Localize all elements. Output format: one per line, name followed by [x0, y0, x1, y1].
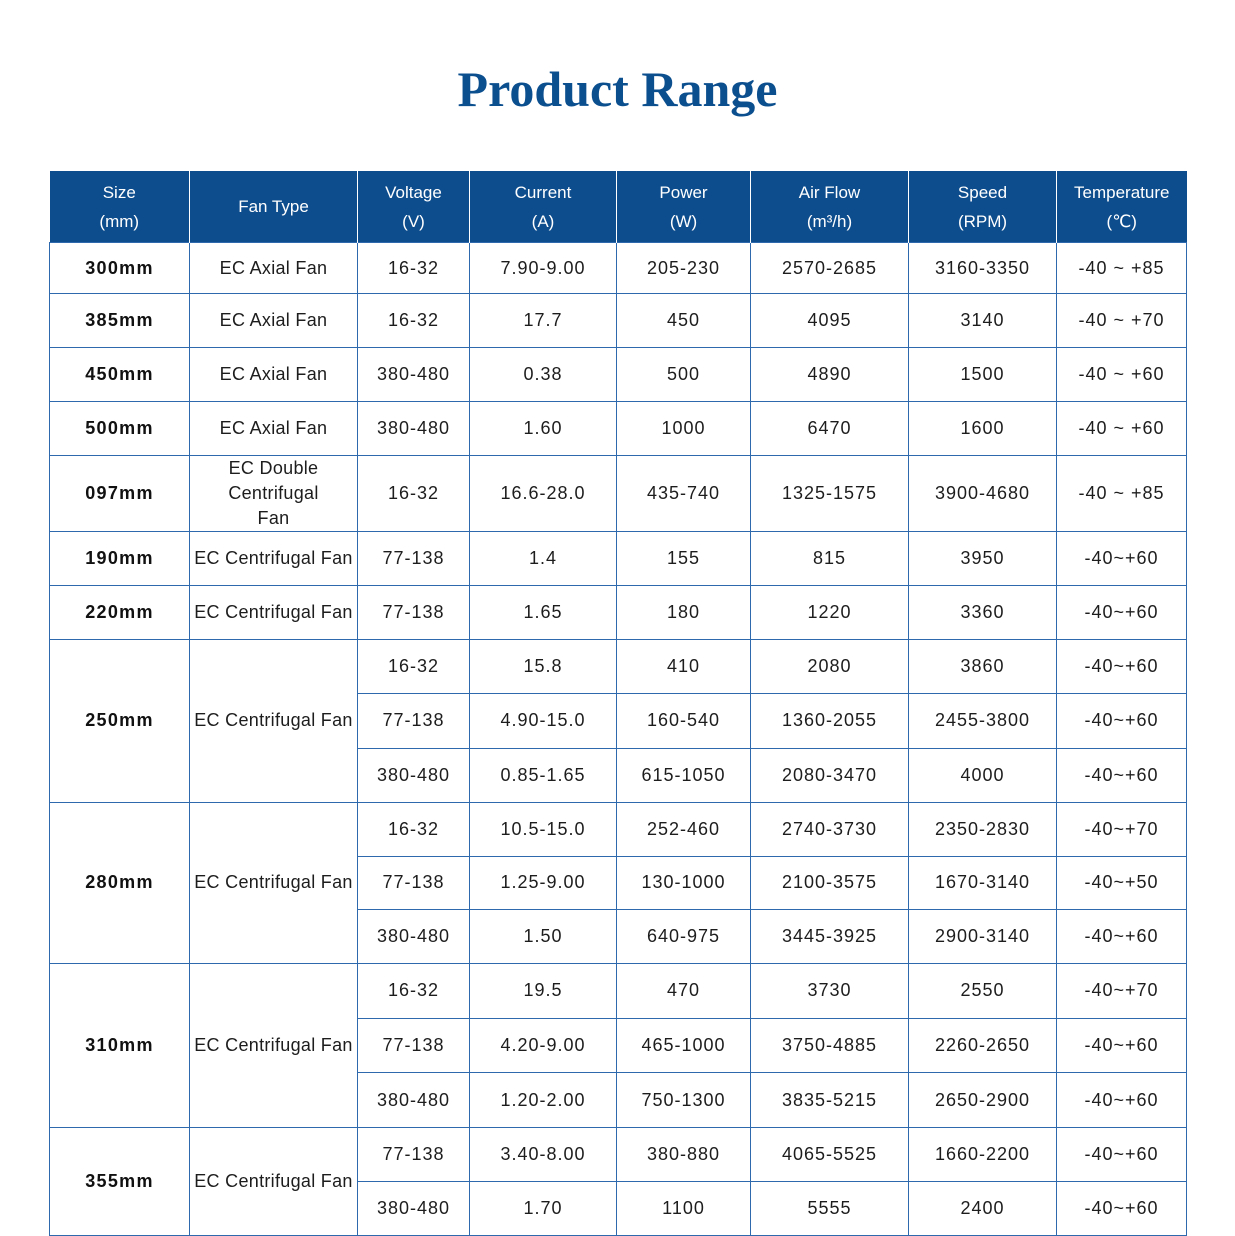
cell-speed: 3900-4680: [909, 456, 1057, 532]
cell-fan-type: EC Axial Fan: [190, 402, 358, 456]
cell-airflow: 815: [751, 532, 909, 586]
cell-voltage: 16-32: [358, 243, 470, 294]
table-row: [50, 294, 1187, 348]
cell-temp: -40 ~ +85: [1057, 243, 1187, 294]
header-unit: (W): [669, 211, 698, 231]
table-header-row: [50, 171, 1187, 243]
cell-voltage: 77-138: [358, 856, 470, 910]
cell-voltage: 77-138: [358, 1127, 470, 1181]
cell-speed: 2550: [909, 963, 1057, 1018]
cell-temp: -40 ~ +60: [1057, 348, 1187, 402]
cell-speed: 2350-2830: [909, 802, 1057, 856]
cell-fan-type: EC Centrifugal Fan: [190, 802, 358, 963]
cell-current: 1.20-2.00: [470, 1073, 617, 1128]
header-size: [50, 171, 190, 243]
cell-power: 1100: [617, 1181, 751, 1235]
cell-airflow: 4095: [751, 294, 909, 348]
cell-current: 16.6-28.0: [470, 456, 617, 532]
header-line: Size: [102, 182, 136, 202]
cell-current: 1.70: [470, 1181, 617, 1235]
table-row: [50, 243, 1187, 294]
cell-current: 1.50: [470, 910, 617, 964]
cell-power: 640-975: [617, 910, 751, 964]
cell-speed: 2650-2900: [909, 1073, 1057, 1128]
header-power: [617, 171, 751, 243]
cell-airflow: 1220: [751, 586, 909, 640]
cell-temp: -40~+50: [1057, 856, 1187, 910]
cell-power: 180: [617, 586, 751, 640]
cell-current: 19.5: [470, 963, 617, 1018]
header-unit: (RPM): [957, 211, 1008, 231]
header-speed: [909, 171, 1057, 243]
cell-speed: 1600: [909, 402, 1057, 456]
cell-airflow: 6470: [751, 402, 909, 456]
cell-power: 470: [617, 963, 751, 1018]
cell-size: 500mm: [50, 402, 190, 456]
cell-speed: 1670-3140: [909, 856, 1057, 910]
cell-size: 280mm: [50, 802, 190, 963]
cell-voltage: 16-32: [358, 640, 470, 694]
cell-current: 10.5-15.0: [470, 802, 617, 856]
table-row: [50, 402, 1187, 456]
cell-temp: -40~+60: [1057, 748, 1187, 802]
cell-power: 380-880: [617, 1127, 751, 1181]
cell-fan-type: EC Centrifugal Fan: [190, 532, 358, 586]
cell-size: 220mm: [50, 586, 190, 640]
cell-fan-type: EC Centrifugal Fan: [190, 640, 358, 803]
product-range-table: [49, 171, 1187, 1236]
cell-voltage: 77-138: [358, 586, 470, 640]
cell-size: 300mm: [50, 243, 190, 294]
table-row: [50, 348, 1187, 402]
cell-voltage: 380-480: [358, 348, 470, 402]
cell-power: 205-230: [617, 243, 751, 294]
cell-voltage: 16-32: [358, 456, 470, 532]
header-line: Voltage: [385, 182, 442, 202]
cell-current: 1.25-9.00: [470, 856, 617, 910]
cell-power: 435-740: [617, 456, 751, 532]
table-row: [50, 1127, 1187, 1181]
cell-current: 0.85-1.65: [470, 748, 617, 802]
cell-speed: 4000: [909, 748, 1057, 802]
cell-power: 750-1300: [617, 1073, 751, 1128]
cell-size: 097mm: [50, 456, 190, 532]
cell-airflow: 2080: [751, 640, 909, 694]
cell-temp: -40~+60: [1057, 1073, 1187, 1128]
cell-size: 355mm: [50, 1127, 190, 1235]
header-air-flow: [751, 171, 909, 243]
cell-temp: -40~+70: [1057, 963, 1187, 1018]
cell-voltage: 16-32: [358, 294, 470, 348]
cell-temp: -40 ~ +85: [1057, 456, 1187, 532]
cell-power: 130-1000: [617, 856, 751, 910]
cell-current: 3.40-8.00: [470, 1127, 617, 1181]
header-unit: (℃): [1106, 211, 1137, 231]
cell-speed: 2260-2650: [909, 1018, 1057, 1073]
cell-speed: 2400: [909, 1181, 1057, 1235]
cell-temp: -40~+60: [1057, 1018, 1187, 1073]
cell-power: 252-460: [617, 802, 751, 856]
cell-temp: -40~+60: [1057, 586, 1187, 640]
cell-airflow: 4065-5525: [751, 1127, 909, 1181]
cell-current: 0.38: [470, 348, 617, 402]
cell-current: 1.60: [470, 402, 617, 456]
header-unit: (V): [402, 211, 425, 231]
cell-speed: 2455-3800: [909, 694, 1057, 748]
cell-size: 250mm: [50, 640, 190, 803]
header-unit: (m³/h): [806, 211, 853, 231]
cell-voltage: 380-480: [358, 1073, 470, 1128]
cell-power: 1000: [617, 402, 751, 456]
cell-voltage: 77-138: [358, 532, 470, 586]
header-line: Air Flow: [798, 182, 861, 202]
cell-power: 450: [617, 294, 751, 348]
cell-airflow: 2080-3470: [751, 748, 909, 802]
cell-speed: 3860: [909, 640, 1057, 694]
cell-airflow: 3750-4885: [751, 1018, 909, 1073]
cell-temp: -40~+60: [1057, 532, 1187, 586]
cell-current: 4.90-15.0: [470, 694, 617, 748]
cell-airflow: 3730: [751, 963, 909, 1018]
header-voltage: [358, 171, 470, 243]
cell-power: 160-540: [617, 694, 751, 748]
cell-current: 4.20-9.00: [470, 1018, 617, 1073]
table-body: [50, 243, 1187, 1236]
table-row: [50, 456, 1187, 532]
header-unit: (mm): [99, 211, 140, 231]
cell-airflow: 1325-1575: [751, 456, 909, 532]
cell-fan-type: EC Centrifugal Fan: [190, 963, 358, 1127]
cell-power: 615-1050: [617, 748, 751, 802]
header-line: Power: [659, 182, 708, 202]
cell-temp: -40~+60: [1057, 1181, 1187, 1235]
page-title: Product Range: [457, 61, 778, 117]
cell-fan-type: EC Axial Fan: [190, 348, 358, 402]
header-unit: (A): [531, 211, 555, 231]
cell-size: 190mm: [50, 532, 190, 586]
cell-power: 500: [617, 348, 751, 402]
header-line: Temperature: [1074, 182, 1170, 202]
cell-fan-type: EC Axial Fan: [190, 243, 358, 294]
product-range-table-wrapper: [49, 171, 1186, 1236]
header-current: [470, 171, 617, 243]
cell-speed: 1660-2200: [909, 1127, 1057, 1181]
cell-speed: 3950: [909, 532, 1057, 586]
cell-airflow: 2100-3575: [751, 856, 909, 910]
cell-speed: 2900-3140: [909, 910, 1057, 964]
cell-airflow: 1360-2055: [751, 694, 909, 748]
cell-voltage: 380-480: [358, 748, 470, 802]
cell-airflow: 2740-3730: [751, 802, 909, 856]
table-row: [50, 640, 1187, 694]
cell-airflow: 3445-3925: [751, 910, 909, 964]
cell-fan-type: EC Double Centrifugal Fan: [190, 456, 358, 532]
table-row: [50, 802, 1187, 856]
cell-temp: -40 ~ +60: [1057, 402, 1187, 456]
header-temperature: [1057, 171, 1187, 243]
cell-power: 410: [617, 640, 751, 694]
table-row: [50, 963, 1187, 1018]
cell-temp: -40~+70: [1057, 802, 1187, 856]
cell-size: 310mm: [50, 963, 190, 1127]
cell-current: 1.4: [470, 532, 617, 586]
cell-size: 385mm: [50, 294, 190, 348]
cell-power: 465-1000: [617, 1018, 751, 1073]
cell-speed: 1500: [909, 348, 1057, 402]
cell-airflow: 4890: [751, 348, 909, 402]
cell-voltage: 16-32: [358, 802, 470, 856]
cell-current: 15.8: [470, 640, 617, 694]
cell-airflow: 2570-2685: [751, 243, 909, 294]
cell-voltage: 77-138: [358, 1018, 470, 1073]
cell-voltage: 380-480: [358, 910, 470, 964]
cell-temp: -40~+60: [1057, 640, 1187, 694]
table-row: [50, 586, 1187, 640]
cell-current: 7.90-9.00: [470, 243, 617, 294]
cell-voltage: 380-480: [358, 402, 470, 456]
cell-temp: -40~+60: [1057, 1127, 1187, 1181]
header-line: Speed: [957, 182, 1008, 202]
cell-fan-type: EC Centrifugal Fan: [190, 586, 358, 640]
cell-current: 17.7: [470, 294, 617, 348]
cell-airflow: 5555: [751, 1181, 909, 1235]
cell-speed: 3360: [909, 586, 1057, 640]
cell-current: 1.65: [470, 586, 617, 640]
cell-power: 155: [617, 532, 751, 586]
cell-fan-type: EC Axial Fan: [190, 294, 358, 348]
cell-fan-type: EC Centrifugal Fan: [190, 1127, 358, 1235]
header-line: Current: [514, 182, 572, 202]
header-fan-type: [190, 171, 358, 243]
table-row: [50, 532, 1187, 586]
cell-speed: 3140: [909, 294, 1057, 348]
cell-airflow: 3835-5215: [751, 1073, 909, 1128]
cell-temp: -40~+60: [1057, 694, 1187, 748]
cell-temp: -40 ~ +70: [1057, 294, 1187, 348]
cell-voltage: 16-32: [358, 963, 470, 1018]
cell-voltage: 380-480: [358, 1181, 470, 1235]
cell-size: 450mm: [50, 348, 190, 402]
cell-speed: 3160-3350: [909, 243, 1057, 294]
cell-voltage: 77-138: [358, 694, 470, 748]
cell-temp: -40~+60: [1057, 910, 1187, 964]
header-line: Fan Type: [238, 197, 309, 216]
